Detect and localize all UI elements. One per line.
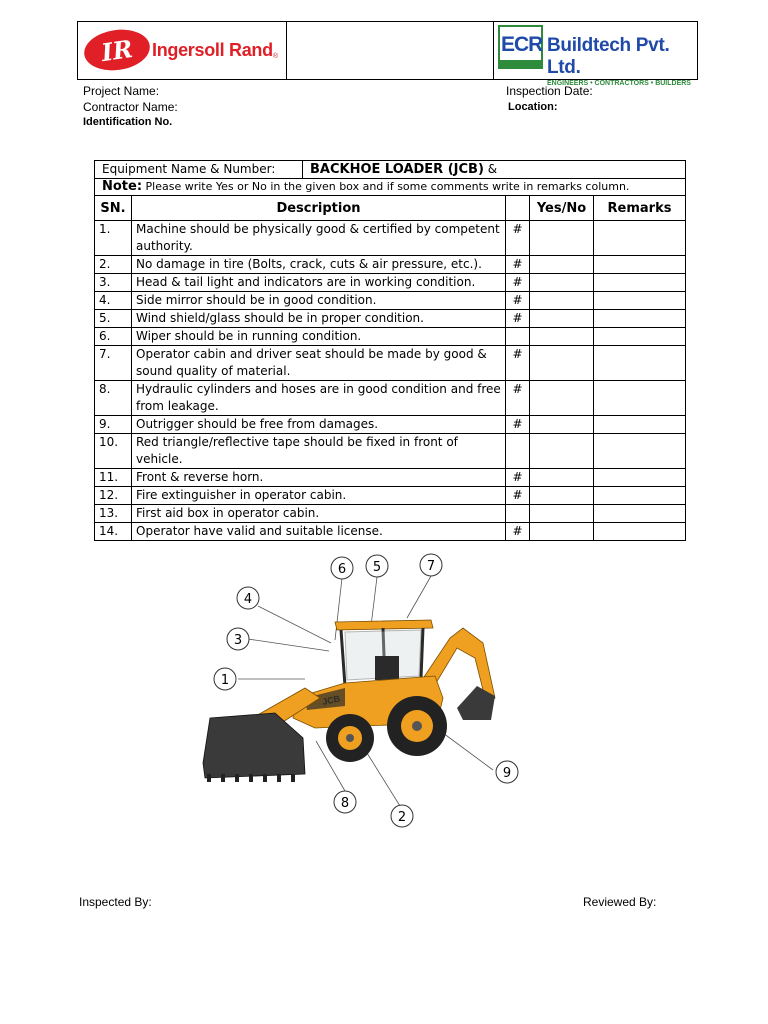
remarks-cell[interactable] bbox=[594, 346, 686, 381]
yes-no-cell[interactable] bbox=[530, 274, 594, 292]
description-cell: No damage in tire (Bolts, crack, cuts & air pressure, etc.). bbox=[132, 256, 506, 274]
description-cell: Side mirror should be in good condition. bbox=[132, 292, 506, 310]
ir-company-name: Ingersoll Rand bbox=[152, 39, 273, 60]
svg-text:6: 6 bbox=[337, 562, 347, 577]
yes-no-cell[interactable] bbox=[530, 381, 594, 416]
table-header-row bbox=[95, 196, 686, 221]
table-row bbox=[95, 221, 686, 256]
front-wheel bbox=[326, 714, 374, 762]
svg-text:9: 9 bbox=[502, 766, 512, 781]
table-row bbox=[95, 523, 686, 541]
header-logo-box bbox=[77, 21, 698, 87]
mark-cell: # bbox=[506, 487, 530, 505]
mark-cell: # bbox=[506, 256, 530, 274]
yes-no-cell[interactable] bbox=[530, 505, 594, 523]
remarks-cell[interactable] bbox=[594, 292, 686, 310]
remarks-cell[interactable] bbox=[594, 487, 686, 505]
svg-text:3: 3 bbox=[233, 633, 243, 648]
mark-cell: # bbox=[506, 416, 530, 434]
mark-cell: # bbox=[506, 346, 530, 381]
sn-cell: 2. bbox=[95, 256, 132, 274]
mark-cell bbox=[506, 328, 530, 346]
description-cell: Machine should be physically good & certified by competent authority. bbox=[132, 221, 506, 256]
table-row bbox=[95, 310, 686, 328]
mark-cell: # bbox=[506, 221, 530, 256]
remarks-cell[interactable] bbox=[594, 310, 686, 328]
yes-no-cell[interactable] bbox=[530, 328, 594, 346]
remarks-cell[interactable] bbox=[594, 221, 686, 256]
description-cell: Front & reverse horn. bbox=[132, 469, 506, 487]
description-cell: Operator cabin and driver seat should be made by good & sound quality of material. bbox=[132, 346, 506, 381]
contractor-name-label: Contractor Name: bbox=[83, 100, 178, 114]
ingersoll-rand-logo-cell bbox=[78, 22, 287, 79]
project-name-label: Project Name: bbox=[83, 84, 160, 98]
description-cell: Outrigger should be free from damages. bbox=[132, 416, 506, 434]
svg-text:4: 4 bbox=[243, 592, 253, 607]
table-row bbox=[95, 469, 686, 487]
sn-cell: 3. bbox=[95, 274, 132, 292]
table-row bbox=[95, 381, 686, 416]
remarks-cell[interactable] bbox=[594, 416, 686, 434]
equipment-label: Equipment Name & Number: bbox=[95, 161, 303, 178]
yes-no-cell[interactable] bbox=[530, 221, 594, 256]
sn-cell: 7. bbox=[95, 346, 132, 381]
jcb-body-logo: JCB bbox=[321, 693, 342, 707]
table-row bbox=[95, 505, 686, 523]
sn-cell: 14. bbox=[95, 523, 132, 541]
sn-cell: 11. bbox=[95, 469, 132, 487]
svg-text:5: 5 bbox=[372, 560, 382, 575]
remarks-cell[interactable] bbox=[594, 469, 686, 487]
table-row bbox=[95, 416, 686, 434]
rear-wheel bbox=[387, 696, 447, 756]
svg-text:1: 1 bbox=[220, 673, 230, 688]
callout-7 bbox=[420, 554, 442, 576]
yes-no-cell[interactable] bbox=[530, 469, 594, 487]
ecr-tagline: ENGINEERS • CONTRACTORS • BUILDERS bbox=[546, 80, 691, 87]
description-cell: Head & tail light and indicators are in working condition. bbox=[132, 274, 506, 292]
remarks-cell[interactable] bbox=[594, 523, 686, 541]
sn-cell: 8. bbox=[95, 381, 132, 416]
yes-no-cell[interactable] bbox=[530, 434, 594, 469]
description-cell: Operator have valid and suitable license. bbox=[132, 523, 506, 541]
sn-cell: 4. bbox=[95, 292, 132, 310]
equipment-suffix: & bbox=[483, 162, 498, 176]
remarks-cell[interactable] bbox=[594, 274, 686, 292]
equipment-row bbox=[95, 161, 686, 179]
mark-cell bbox=[506, 434, 530, 469]
remarks-cell[interactable] bbox=[594, 434, 686, 469]
sn-cell: 6. bbox=[95, 328, 132, 346]
ir-mark: IR bbox=[82, 26, 153, 75]
description-cell: First aid box in operator cabin. bbox=[132, 505, 506, 523]
description-cell: Hydraulic cylinders and hoses are in good condition and free from leakage. bbox=[132, 381, 506, 416]
mark-cell: # bbox=[506, 274, 530, 292]
inspected-by-label: Inspected By: bbox=[79, 895, 152, 909]
description-cell: Fire extinguisher in operator cabin. bbox=[132, 487, 506, 505]
note-row bbox=[95, 179, 686, 196]
callout-3 bbox=[227, 628, 249, 650]
yes-no-cell[interactable] bbox=[530, 310, 594, 328]
mark-cell bbox=[506, 505, 530, 523]
callout-6 bbox=[331, 557, 353, 579]
backhoe-loader-figure bbox=[195, 548, 525, 834]
ecr-letters: ECR bbox=[501, 33, 543, 56]
callout-4 bbox=[237, 587, 259, 609]
remarks-cell[interactable] bbox=[594, 256, 686, 274]
table-row bbox=[95, 256, 686, 274]
remarks-cell[interactable] bbox=[594, 505, 686, 523]
description-cell: Wind shield/glass should be in proper condition. bbox=[132, 310, 506, 328]
inspection-date-label: Inspection Date: bbox=[506, 84, 593, 98]
sn-cell: 13. bbox=[95, 505, 132, 523]
mark-cell: # bbox=[506, 469, 530, 487]
identification-no-label: Identification No. bbox=[83, 116, 173, 128]
callout-5 bbox=[366, 555, 388, 577]
svg-text:2: 2 bbox=[397, 810, 407, 825]
inspection-checklist-table bbox=[94, 160, 686, 541]
ecr-logo bbox=[498, 25, 697, 87]
ecr-mark bbox=[498, 25, 543, 69]
callout-8 bbox=[334, 791, 356, 813]
yes-no-cell[interactable] bbox=[530, 416, 594, 434]
sn-cell: 9. bbox=[95, 416, 132, 434]
mark-cell: # bbox=[506, 523, 530, 541]
table-row bbox=[95, 346, 686, 381]
table-row bbox=[95, 328, 686, 346]
yes-no-cell[interactable] bbox=[530, 256, 594, 274]
location-label: Location: bbox=[508, 101, 558, 113]
yes-no-cell[interactable] bbox=[530, 346, 594, 381]
table-row bbox=[95, 292, 686, 310]
callout-2 bbox=[391, 805, 413, 827]
yes-no-cell[interactable] bbox=[530, 487, 594, 505]
reviewed-by-label: Reviewed By: bbox=[583, 895, 657, 909]
remarks-cell[interactable] bbox=[594, 328, 686, 346]
ecr-company-name: Buildtech Pvt. Ltd. bbox=[546, 35, 670, 78]
table-row bbox=[95, 434, 686, 469]
blank-header-cell bbox=[287, 22, 494, 79]
description-header: Description bbox=[132, 196, 506, 221]
sn-cell: 12. bbox=[95, 487, 132, 505]
svg-text:7: 7 bbox=[426, 559, 436, 574]
note-text: Please write Yes or No in the given box and if some comments write in remarks column. bbox=[142, 180, 630, 193]
remarks-cell[interactable] bbox=[594, 381, 686, 416]
description-cell: Red triangle/reflective tape should be fixed in front of vehicle. bbox=[132, 434, 506, 469]
sn-cell: 1. bbox=[95, 221, 132, 256]
ir-registered-mark: ® bbox=[272, 53, 278, 60]
yes-no-cell[interactable] bbox=[530, 523, 594, 541]
ecr-logo-cell bbox=[494, 22, 697, 87]
ingersoll-rand-logo bbox=[84, 30, 278, 70]
svg-text:8: 8 bbox=[340, 796, 350, 811]
yes-no-header: Yes/No bbox=[530, 196, 594, 221]
equipment-value: BACKHOE LOADER (JCB) bbox=[310, 162, 484, 177]
description-cell: Wiper should be in running condition. bbox=[132, 328, 506, 346]
mark-cell: # bbox=[506, 310, 530, 328]
callout-9 bbox=[496, 761, 518, 783]
mark-cell: # bbox=[506, 381, 530, 416]
ecr-green-bar bbox=[500, 60, 541, 67]
sn-cell: 10. bbox=[95, 434, 132, 469]
sn-cell: 5. bbox=[95, 310, 132, 328]
yes-no-cell[interactable] bbox=[530, 292, 594, 310]
mark-cell: # bbox=[506, 292, 530, 310]
mark-header bbox=[506, 196, 530, 221]
remarks-header: Remarks bbox=[594, 196, 686, 221]
sn-header: SN. bbox=[95, 196, 132, 221]
callout-1 bbox=[214, 668, 236, 690]
table-row bbox=[95, 274, 686, 292]
note-label: Note: bbox=[102, 179, 143, 194]
table-row bbox=[95, 487, 686, 505]
